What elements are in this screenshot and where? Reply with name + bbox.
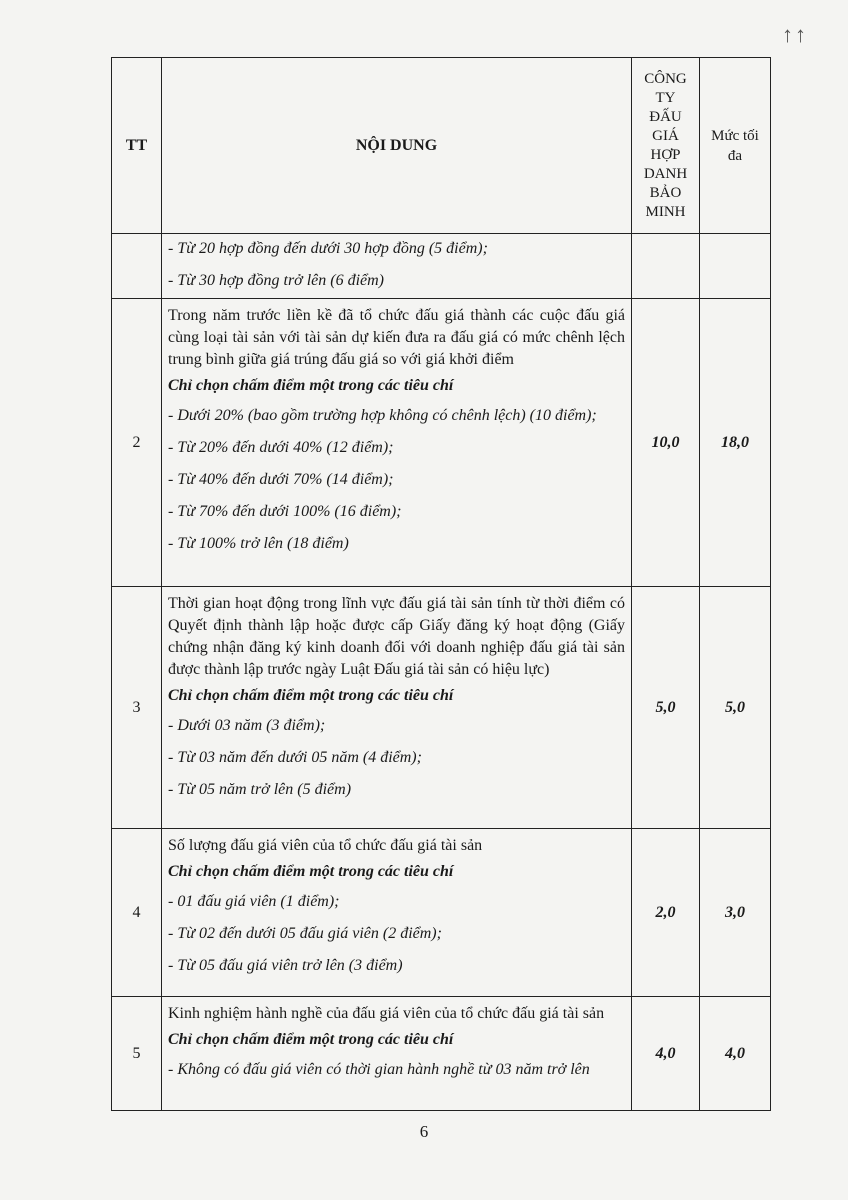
cell-max: [700, 234, 771, 299]
option-line: - Từ 03 năm đến dưới 05 năm (4 điểm);: [168, 749, 422, 766]
criterion-instruction: Chỉ chọn chấm điểm một trong các tiêu chí: [168, 377, 454, 394]
option-line: - Từ 40% đến dưới 70% (14 điểm);: [168, 471, 394, 488]
max-score: 3,0: [700, 829, 771, 997]
row-number: 3: [112, 587, 162, 829]
criterion-description: Thời gian hoạt động trong lĩnh vực đấu giá tài sản tính từ thời điểm có Quyết định thành lập hoặc được cấp Giấy đăng ký hoạt động (Giấy chứng nhận đăng ký kinh doanh đối với doanh nghiệp đấu giá tài sản được thành lập trước ngày Luật Đấu giá tài sản có hiệu lực): [168, 595, 625, 678]
criterion-instruction: Chỉ chọn chấm điểm một trong các tiêu chí: [168, 1031, 454, 1048]
table-row: [112, 299, 771, 587]
criterion-description: Số lượng đấu giá viên của tổ chức đấu giá tài sản: [168, 837, 483, 854]
row-number: 2: [112, 299, 162, 587]
option-line: - Từ 05 đấu giá viên trở lên (3 điểm): [168, 957, 403, 974]
option-line: - Từ 20 hợp đồng đến dưới 30 hợp đồng (5 điểm);: [168, 240, 488, 257]
option-line: - Dưới 03 năm (3 điểm);: [168, 717, 326, 734]
company-score: 4,0: [632, 997, 700, 1111]
criterion-instruction: Chỉ chọn chấm điểm một trong các tiêu chí: [168, 863, 454, 880]
header-content: NỘI DUNG: [162, 58, 632, 234]
header-tt: TT: [112, 58, 162, 234]
option-line: - Từ 05 năm trở lên (5 điểm): [168, 781, 352, 798]
option-line: - Dưới 20% (bao gồm trường hợp không có chênh lệch) (10 điểm);: [168, 407, 597, 424]
option-line: - Từ 20% đến dưới 40% (12 điểm);: [168, 439, 394, 456]
criterion-description: Trong năm trước liền kề đã tổ chức đấu giá thành các cuộc đấu giá cùng loại tài sản với tài sản dự kiến đưa ra đấu giá có mức chênh lệch trung bình giữa giá trúng đấu giá so với giá khởi điểm: [168, 307, 625, 368]
option-line: - Từ 70% đến dưới 100% (16 điểm);: [168, 503, 402, 520]
table-row: [112, 829, 771, 997]
header-company: CÔNG TY ĐẤU GIÁ HỢP DANH BẢO MINH: [632, 58, 700, 234]
company-score: 5,0: [632, 587, 700, 829]
criterion-description: Kinh nghiệm hành nghề của đấu giá viên của tổ chức đấu giá tài sản: [168, 1005, 605, 1022]
option-line: - Từ 02 đến dưới 05 đấu giá viên (2 điểm);: [168, 925, 442, 942]
cell-score: [632, 234, 700, 299]
option-line: - Không có đấu giá viên có thời gian hành nghề từ 03 năm trở lên: [168, 1061, 590, 1078]
criterion-instruction: Chỉ chọn chấm điểm một trong các tiêu chí: [168, 687, 454, 704]
table-row-continuation: [112, 234, 771, 299]
scoring-table: [111, 57, 771, 1111]
option-line: - 01 đấu giá viên (1 điểm);: [168, 893, 340, 910]
max-score: 5,0: [700, 587, 771, 829]
cell-content: [162, 234, 632, 299]
cell-content: [162, 829, 632, 997]
cell-content: [162, 299, 632, 587]
max-score: 18,0: [700, 299, 771, 587]
page-number: 6: [419, 1122, 429, 1141]
cell-content: [162, 587, 632, 829]
company-score: 10,0: [632, 299, 700, 587]
header-max: Mức tối đa: [700, 58, 771, 234]
cell-tt: [112, 234, 162, 299]
option-line: - Từ 30 hợp đồng trở lên (6 điểm): [168, 272, 385, 289]
max-score: 4,0: [700, 997, 771, 1111]
cell-content: [162, 997, 632, 1111]
company-score: 2,0: [632, 829, 700, 997]
row-number: 5: [112, 997, 162, 1111]
table-row: [112, 997, 771, 1111]
row-number: 4: [112, 829, 162, 997]
corner-handwritten-mark: ↑↑: [782, 22, 808, 47]
table-row: [112, 587, 771, 829]
table-header-row: [112, 58, 771, 234]
option-line: - Từ 100% trở lên (18 điểm): [168, 535, 349, 552]
